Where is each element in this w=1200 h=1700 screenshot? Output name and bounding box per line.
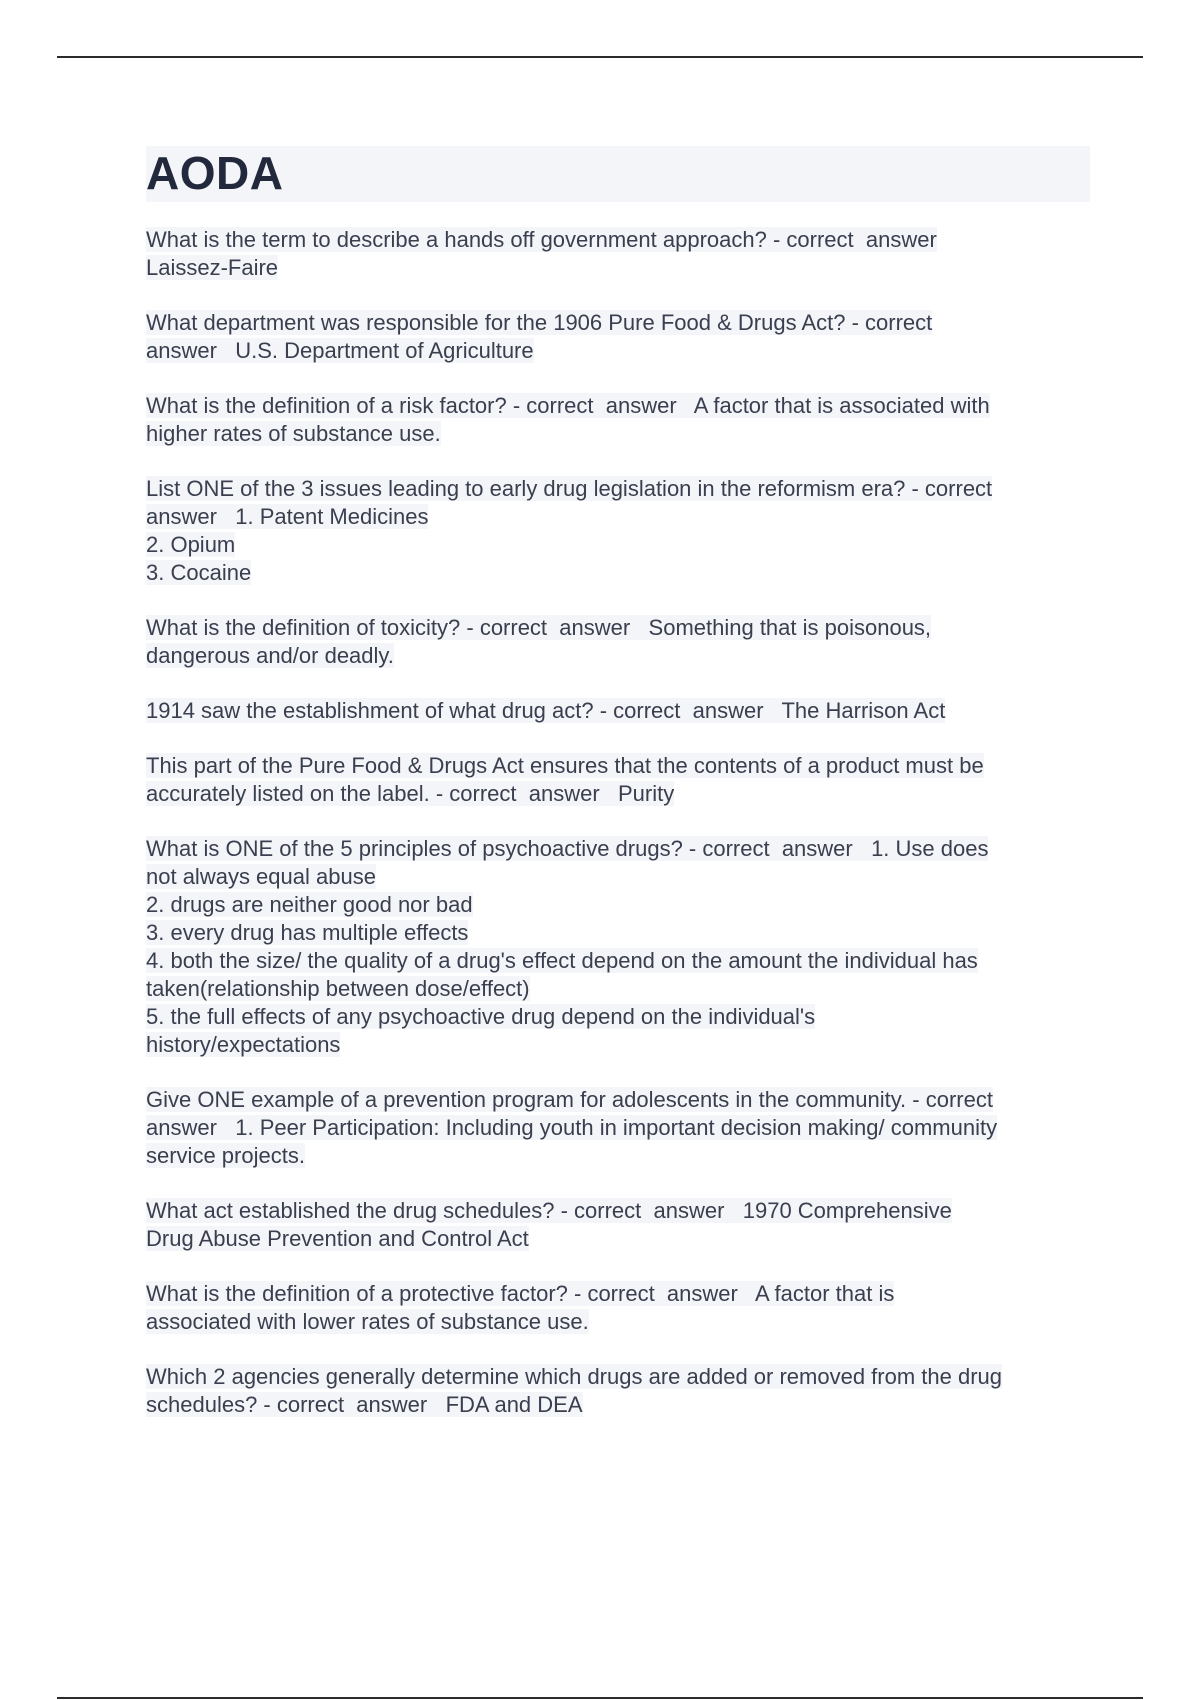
qa-line-text: accurately listed on the label. - correct answer Purity [146, 781, 675, 806]
qa-item [146, 309, 1090, 365]
qa-line-text: Which 2 agencies generally determine which drugs are added or removed from the drug [146, 1364, 1003, 1389]
qa-line [146, 1363, 1090, 1391]
qa-line-text: 3. Cocaine [146, 560, 252, 585]
qa-line [146, 780, 1090, 808]
qa-item [146, 835, 1090, 1059]
qa-line [146, 1086, 1090, 1114]
qa-line [146, 254, 1090, 282]
qa-line [146, 531, 1090, 559]
qa-line [146, 226, 1090, 254]
qa-line-text: higher rates of substance use. [146, 421, 441, 446]
qa-item [146, 752, 1090, 808]
qa-item [146, 392, 1090, 448]
qa-line [146, 752, 1090, 780]
qa-line [146, 1114, 1090, 1142]
qa-line [146, 475, 1090, 503]
qa-line [146, 1003, 1090, 1031]
qa-line [146, 1031, 1090, 1059]
qa-line-text: What is the term to describe a hands off government approach? - correct answer [146, 227, 937, 252]
qa-line-text: What is the definition of a risk factor? - correct answer A factor that is associated with [146, 393, 990, 418]
qa-item [146, 1363, 1090, 1419]
qa-item [146, 226, 1090, 282]
qa-line-text: not always equal abuse [146, 864, 376, 889]
title-bar [146, 146, 1090, 202]
qa-line [146, 1308, 1090, 1336]
qa-line [146, 697, 1090, 725]
bottom-rule [57, 1697, 1143, 1699]
qa-line [146, 1142, 1090, 1170]
qa-line [146, 559, 1090, 587]
qa-line-text: What department was responsible for the 1906 Pure Food & Drugs Act? - correct [146, 310, 933, 335]
qa-item [146, 475, 1090, 587]
qa-line-text: answer U.S. Department of Agriculture [146, 338, 534, 363]
qa-line [146, 975, 1090, 1003]
qa-line [146, 392, 1090, 420]
qa-item [146, 1280, 1090, 1336]
qa-line-text: Drug Abuse Prevention and Control Act [146, 1226, 529, 1251]
qa-line [146, 614, 1090, 642]
qa-line [146, 919, 1090, 947]
qa-line-text: 2. Opium [146, 532, 236, 557]
qa-line-text: What is the definition of toxicity? - correct answer Something that is poisonous, [146, 615, 932, 640]
qa-item [146, 697, 1090, 725]
qa-line [146, 1197, 1090, 1225]
qa-line [146, 642, 1090, 670]
qa-line [146, 863, 1090, 891]
qa-line-text: dangerous and/or deadly. [146, 643, 394, 668]
qa-line-text: What act established the drug schedules? - correct answer 1970 Comprehensive [146, 1198, 952, 1223]
qa-list [146, 226, 1090, 1419]
qa-line-text: 5. the full effects of any psychoactive drug depend on the individual's [146, 1004, 816, 1029]
qa-line-text: answer 1. Peer Participation: Including youth in important decision making/ community [146, 1115, 998, 1140]
qa-line-text: associated with lower rates of substance use. [146, 1309, 589, 1334]
qa-line-text: What is ONE of the 5 principles of psychoactive drugs? - correct answer 1. Use does [146, 836, 989, 861]
qa-line [146, 1391, 1090, 1419]
qa-line-text: answer 1. Patent Medicines [146, 504, 429, 529]
qa-line-text: Give ONE example of a prevention program for adolescents in the community. - correct [146, 1087, 993, 1112]
qa-line-text: service projects. [146, 1143, 305, 1168]
qa-line-text: 3. every drug has multiple effects [146, 920, 469, 945]
qa-line-text: 1914 saw the establishment of what drug act? - correct answer The Harrison Act [146, 698, 946, 723]
qa-item [146, 614, 1090, 670]
qa-line-text: Laissez-Faire [146, 255, 279, 280]
qa-line [146, 309, 1090, 337]
qa-item [146, 1197, 1090, 1253]
qa-item [146, 1086, 1090, 1170]
qa-line-text: 4. both the size/ the quality of a drug's effect depend on the amount the individual has [146, 948, 978, 973]
qa-line [146, 891, 1090, 919]
qa-line [146, 947, 1090, 975]
qa-line [146, 420, 1090, 448]
document-body [146, 146, 1090, 1446]
qa-line-text: taken(relationship between dose/effect) [146, 976, 530, 1001]
qa-line-text: 2. drugs are neither good nor bad [146, 892, 473, 917]
qa-line [146, 503, 1090, 531]
qa-line-text: This part of the Pure Food & Drugs Act ensures that the contents of a product must be [146, 753, 984, 778]
document-title: AODA [146, 147, 284, 199]
qa-line [146, 835, 1090, 863]
qa-line [146, 1280, 1090, 1308]
qa-line [146, 1225, 1090, 1253]
qa-line-text: What is the definition of a protective factor? - correct answer A factor that is [146, 1281, 895, 1306]
top-rule [57, 56, 1143, 58]
qa-line-text: schedules? - correct answer FDA and DEA [146, 1392, 583, 1417]
qa-line-text: List ONE of the 3 issues leading to early drug legislation in the reformism era? - correct [146, 476, 993, 501]
qa-line-text: history/expectations [146, 1032, 341, 1057]
qa-line [146, 337, 1090, 365]
